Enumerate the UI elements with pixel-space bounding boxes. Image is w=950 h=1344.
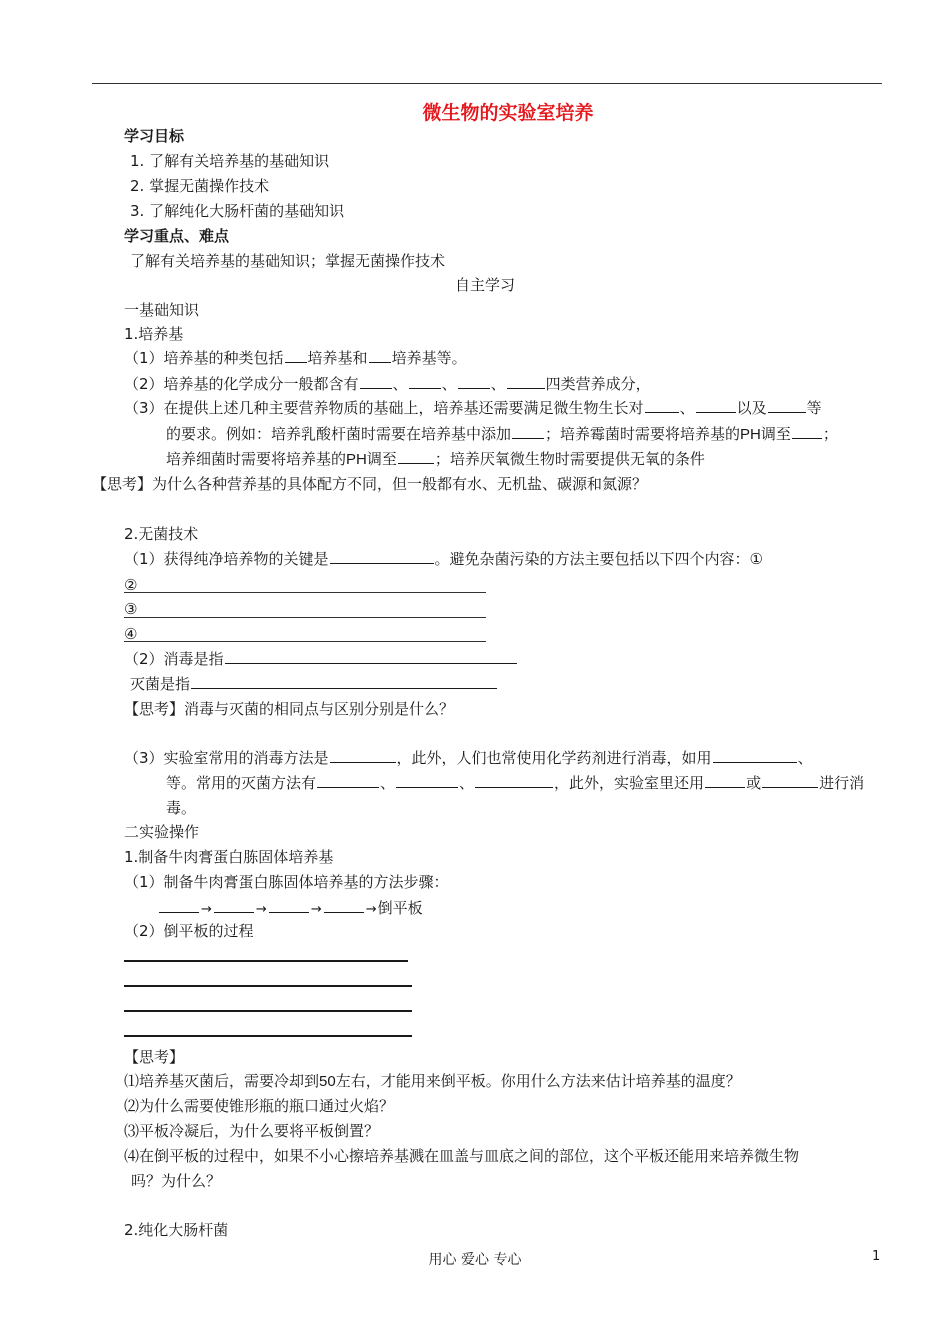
answer-blank[interactable] bbox=[285, 348, 307, 363]
key-points-text: 了解有关培养基的基础知识；掌握无菌操作技术 bbox=[130, 252, 446, 270]
answer-line[interactable] bbox=[124, 1010, 412, 1012]
circle-2-label: ② bbox=[124, 576, 138, 594]
think-item-4-line2: 吗？为什么？ bbox=[131, 1172, 222, 1190]
question-2-2-disinfection: （2）消毒是指 bbox=[124, 649, 518, 669]
answer-blank[interactable] bbox=[191, 674, 497, 689]
circle-3-label: ③ bbox=[124, 600, 138, 618]
self-study-heading: 自主学习 bbox=[455, 276, 516, 294]
answer-blank[interactable] bbox=[458, 374, 490, 389]
answer-blank[interactable] bbox=[696, 398, 736, 413]
part2-heading: 二实验操作 bbox=[124, 823, 200, 841]
think-heading: 【思考】 bbox=[124, 1048, 185, 1066]
answer-blank[interactable] bbox=[512, 424, 544, 439]
answer-blank[interactable] bbox=[225, 649, 517, 664]
answer-line[interactable] bbox=[124, 641, 486, 642]
answer-blank[interactable] bbox=[330, 549, 434, 564]
answer-blank[interactable] bbox=[762, 773, 818, 788]
part1-heading: 一基础知识 bbox=[124, 301, 200, 319]
answer-blank[interactable] bbox=[324, 898, 364, 913]
think-item-2: ⑵为什么需要使锥形瓶的瓶口通过火焰？ bbox=[124, 1097, 395, 1115]
header-rule bbox=[92, 83, 882, 84]
prep-steps-flow: → → → →倒平板 bbox=[158, 898, 423, 920]
goal-item-3: 3. 了解纯化大肠杆菌的基础知识 bbox=[130, 202, 345, 220]
think-question-1: 【思考】为什么各种营养基的具体配方不同，但一般都有水、无机盐、碳源和氮源？ bbox=[92, 475, 648, 493]
answer-blank[interactable] bbox=[396, 773, 458, 788]
section-aseptic-technique: 2.无菌技术 bbox=[124, 525, 199, 543]
page-footer: 用心 爱心 专心 bbox=[428, 1252, 522, 1268]
answer-blank[interactable] bbox=[475, 773, 553, 788]
think-question-2: 【思考】消毒与灭菌的相同点与区别分别是什么？ bbox=[124, 700, 455, 718]
goals-heading: 学习目标 bbox=[124, 127, 185, 145]
answer-blank[interactable] bbox=[705, 773, 745, 788]
think-item-3: ⑶平板冷凝后，为什么要将平板倒置？ bbox=[124, 1122, 380, 1140]
page-title: 微生物的实验室培养 bbox=[422, 102, 594, 124]
answer-blank[interactable] bbox=[398, 449, 434, 464]
answer-line[interactable] bbox=[124, 1035, 412, 1037]
answer-blank[interactable] bbox=[792, 424, 822, 439]
key-points-heading: 学习重点、难点 bbox=[124, 227, 230, 245]
answer-blank[interactable] bbox=[360, 374, 392, 389]
question-1-3-line1: （3）在提供上述几种主要营养物质的基础上，培养基还需要满足微生物生长对 、 以及 等 bbox=[124, 399, 822, 417]
answer-blank[interactable] bbox=[713, 748, 797, 763]
answer-blank[interactable] bbox=[330, 748, 396, 763]
section-purify-ecoli: 2.纯化大肠杆菌 bbox=[124, 1221, 229, 1239]
goal-item-1: 1. 了解有关培养基的基础知识 bbox=[130, 152, 330, 170]
answer-blank[interactable] bbox=[768, 398, 806, 413]
page-number: 1 bbox=[872, 1249, 881, 1264]
question-prep-steps: （1）制备牛肉膏蛋白胨固体培养基的方法步骤： bbox=[124, 873, 449, 891]
question-1-3-line2: 的要求。例如：培养乳酸杆菌时需要在培养基中添加 ；培养霉菌时需要将培养基的PH调至 ； bbox=[166, 425, 838, 443]
answer-blank[interactable] bbox=[159, 898, 199, 913]
arrow-right-icon: → bbox=[255, 902, 267, 917]
answer-blank[interactable] bbox=[645, 398, 679, 413]
question-2-1: （1）获得纯净培养物的关键是 。避免杂菌污染的方法主要包括以下四个内容：① bbox=[124, 550, 763, 568]
circle-4-label: ④ bbox=[124, 625, 138, 643]
question-1-1: （1）培养基的种类包括 培养基和 培养基等。 bbox=[124, 349, 467, 367]
answer-blank[interactable] bbox=[214, 898, 254, 913]
think-item-1: ⑴培养基灭菌后，需要冷却到50左右，才能用来倒平板。你用什么方法来估计培养基的温度？ bbox=[124, 1072, 741, 1090]
answer-blank[interactable] bbox=[409, 374, 441, 389]
question-1-3-line3: 培养细菌时需要将培养基的PH调至 ；培养厌氧微生物时需要提供无氧的条件 bbox=[166, 450, 705, 468]
goal-item-2: 2. 掌握无菌操作技术 bbox=[130, 177, 270, 195]
question-2-3-line2: 等。常用的灭菌方法有 、 、 ，此外，实验室里还用 或 进行消 bbox=[166, 774, 865, 792]
answer-line[interactable] bbox=[124, 985, 412, 987]
section-culture-medium: 1.培养基 bbox=[124, 325, 184, 343]
arrow-right-icon: → bbox=[201, 902, 212, 917]
question-1-2: （2）培养基的化学成分一般都含有 、 、 、 四类营养成分， bbox=[124, 375, 651, 393]
answer-blank[interactable] bbox=[317, 773, 379, 788]
arrow-right-icon: → bbox=[310, 902, 322, 917]
question-2-2-sterilization: 灭菌是指 bbox=[130, 674, 498, 694]
answer-line[interactable] bbox=[124, 960, 408, 962]
section-medium-prep: 1.制备牛肉膏蛋白胨固体培养基 bbox=[124, 848, 334, 866]
think-item-4-line1: ⑷在倒平板的过程中，如果不小心擦培养基溅在皿盖与皿底之间的部位，这个平板还能用来培养微生物 bbox=[124, 1147, 800, 1165]
question-2-3-line3: 毒。 bbox=[166, 799, 197, 817]
answer-blank[interactable] bbox=[269, 898, 309, 913]
answer-line[interactable] bbox=[124, 617, 486, 618]
question-2-3-line1: （3）实验室常用的消毒方法是 ，此外，人们也常使用化学药剂进行消毒，如用 、 bbox=[124, 749, 813, 767]
arrow-right-icon: → bbox=[365, 902, 377, 917]
question-pour-plate: （2）倒平板的过程 bbox=[124, 922, 254, 940]
answer-line[interactable] bbox=[124, 592, 486, 593]
answer-blank[interactable] bbox=[369, 348, 391, 363]
answer-blank[interactable] bbox=[507, 374, 545, 389]
